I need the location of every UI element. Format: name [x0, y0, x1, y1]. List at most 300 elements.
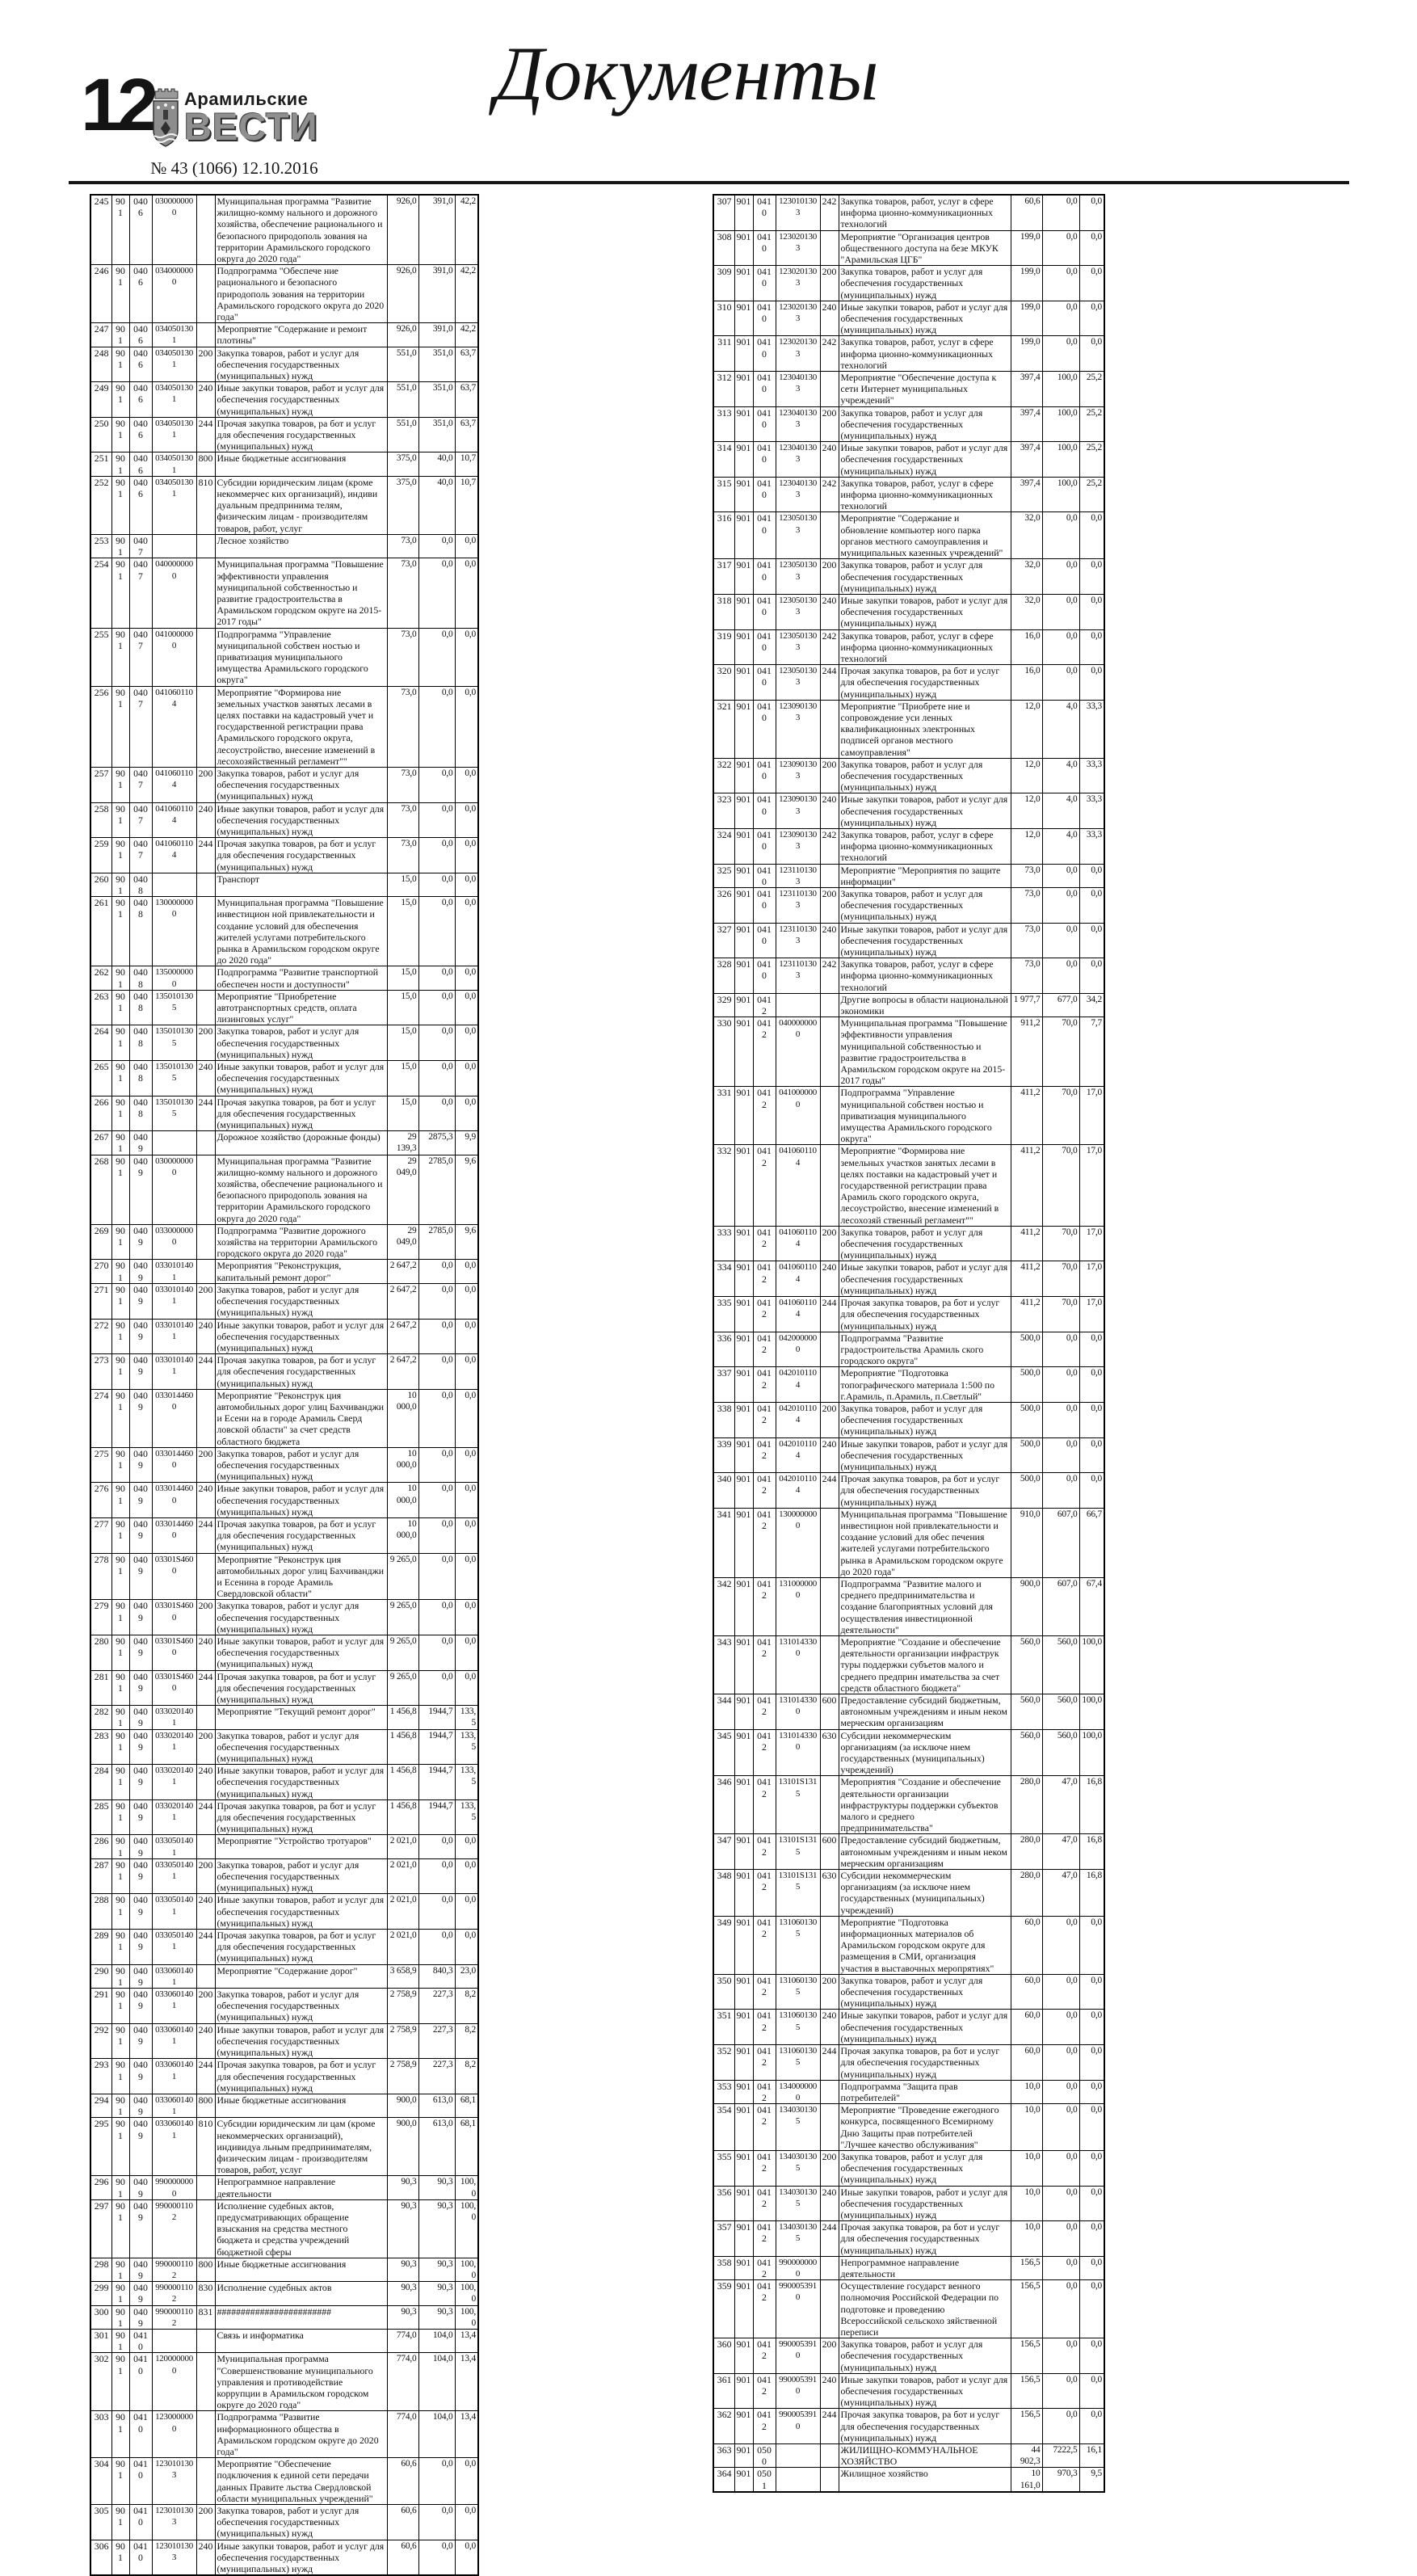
amount-executed: 0,0 — [418, 1930, 455, 1965]
table-row — [713, 1870, 1104, 1917]
grbs-code: 901 — [734, 1635, 753, 1694]
table-row — [713, 266, 1104, 301]
table-row — [90, 347, 478, 382]
expense-type-code: 244 — [196, 2059, 215, 2094]
row-number: 277 — [90, 1517, 111, 1553]
expense-name: Мероприятие "Обеспечение доступа к сети Интернет муниципальных учреждений" — [839, 372, 1011, 407]
percent-executed: 25,2 — [1079, 372, 1104, 407]
section-code: 0412 — [753, 1870, 776, 1917]
coat-of-arms-icon — [152, 87, 179, 153]
table-row — [90, 534, 478, 558]
expense-name: Мероприятие "Формирова ние земельных участков занятых лесами в целях поставки на кадастровый учет и государственной регистрации права Арамильского городского округа, лесоустройство, внесение изменений в лесохозяйственный регламент"" — [215, 686, 387, 767]
percent-executed: 133,5 — [455, 1765, 478, 1800]
amount-approved: 73,0 — [387, 558, 418, 628]
expense-type-code: 244 — [820, 665, 839, 701]
table-row — [90, 2258, 478, 2281]
target-article-code: 1231101303 — [776, 923, 820, 958]
expense-type-code: 810 — [196, 2118, 215, 2176]
table-row — [713, 2186, 1104, 2221]
grbs-code: 901 — [734, 2256, 753, 2279]
grbs-code: 901 — [111, 476, 129, 534]
expense-name: Закупка товаров, работ и услуг для обеспечения государственных (муниципальных) нужд — [839, 887, 1011, 923]
row-number: 326 — [713, 887, 734, 923]
expense-type-code: 200 — [820, 2150, 839, 2186]
expense-name: Мероприятие "Реконструк ция автомобильных дорог улиц Бахчиванджи и Есени на в городе Арамиль Сверд ловской области" за счет средств областного бюджета — [215, 1389, 387, 1447]
expense-type-code — [820, 1017, 839, 1087]
grbs-code: 901 — [111, 628, 129, 686]
percent-executed: 10,7 — [455, 476, 478, 534]
amount-approved: 2 021,0 — [387, 1894, 418, 1930]
expense-name: Иные закупки товаров, работ и услуг для обеспечения государственных (муниципальных) нужд — [215, 802, 387, 838]
percent-executed: 0,0 — [455, 802, 478, 838]
amount-executed: 40,0 — [418, 452, 455, 476]
amount-approved: 2 021,0 — [387, 1835, 418, 1858]
percent-executed: 0,0 — [455, 1635, 478, 1670]
amount-executed: 0,0 — [1042, 1974, 1079, 2010]
amount-approved: 15,0 — [387, 897, 418, 966]
expense-type-code — [820, 2080, 839, 2103]
percent-executed: 0,0 — [1079, 958, 1104, 994]
expense-type-code — [820, 864, 839, 887]
expense-name: Подпрограмма "Развитие транспортной обеспечен ности и доступности" — [215, 966, 387, 990]
percent-executed: 0,0 — [1079, 2338, 1104, 2374]
section-code: 0412 — [753, 2409, 776, 2444]
grbs-code: 901 — [734, 2186, 753, 2221]
section-code: 0410 — [753, 828, 776, 864]
amount-executed: 0,0 — [1042, 2186, 1079, 2221]
expense-name: Иные бюджетные ассигнования — [215, 452, 387, 476]
amount-approved: 156,5 — [1011, 2409, 1042, 2444]
amount-executed: 0,0 — [1042, 266, 1079, 301]
issue-info: № 43 (1066) 12.10.2016 — [150, 158, 318, 178]
amount-executed: 0,0 — [418, 1483, 455, 1518]
table-row — [90, 1131, 478, 1155]
row-number: 358 — [713, 2256, 734, 2279]
amount-executed: 0,0 — [1042, 864, 1079, 887]
expense-name: Прочая закупка товаров, ра бот и услуг для обеспечения государственных (муниципальных) нужд — [215, 1670, 387, 1706]
percent-executed: 25,2 — [1079, 442, 1104, 478]
expense-type-code — [820, 1367, 839, 1403]
newspaper-name-bottom: ВЕСТИ — [184, 105, 318, 148]
expense-type-code — [820, 2256, 839, 2279]
percent-executed: 68,1 — [455, 2094, 478, 2117]
table-row — [713, 2280, 1104, 2338]
expense-type-code: 200 — [196, 1600, 215, 1635]
amount-executed: 0,0 — [1042, 301, 1079, 336]
amount-approved: 10 000,0 — [387, 1447, 418, 1483]
amount-approved: 280,0 — [1011, 1834, 1042, 1870]
grbs-code: 901 — [111, 1224, 129, 1260]
target-article-code: 9900001102 — [152, 2305, 196, 2329]
section-code: 0410 — [753, 958, 776, 994]
amount-approved: 73,0 — [1011, 923, 1042, 958]
amount-approved: 10 000,0 — [387, 1483, 418, 1518]
target-article-code — [776, 2468, 820, 2492]
row-number: 345 — [713, 1729, 734, 1776]
expense-name: Иные закупки товаров, работ и услуг для обеспечения государственных (муниципальных) нужд — [215, 1894, 387, 1930]
expense-name: Иные закупки товаров, работ и услуг для обеспечения государственных (муниципальных) нужд — [839, 594, 1011, 629]
amount-executed: 0,0 — [418, 1260, 455, 1283]
row-number: 286 — [90, 1835, 111, 1858]
expense-type-code: 200 — [820, 266, 839, 301]
row-number: 362 — [713, 2409, 734, 2444]
target-article-code: 1230501303 — [776, 594, 820, 629]
expense-type-code: 240 — [196, 1765, 215, 1800]
target-article-code: 0410601104 — [776, 1145, 820, 1226]
percent-executed: 16,1 — [1079, 2444, 1104, 2468]
grbs-code: 901 — [734, 195, 753, 230]
amount-executed: 0,0 — [418, 686, 455, 767]
grbs-code: 901 — [111, 1483, 129, 1518]
row-number: 254 — [90, 558, 111, 628]
expense-name: ######################## — [215, 2305, 387, 2329]
section-code: 0412 — [753, 1473, 776, 1509]
table-row — [90, 686, 478, 767]
section-code: 0409 — [129, 1835, 152, 1858]
expense-name: Иные закупки товаров, работ и услуг для обеспечения государственных (муниципальных) нужд — [839, 442, 1011, 478]
amount-approved: 397,4 — [1011, 372, 1042, 407]
section-code: 0412 — [753, 1402, 776, 1437]
amount-executed: 0,0 — [418, 2458, 455, 2505]
expense-type-code — [196, 534, 215, 558]
amount-approved: 774,0 — [387, 2353, 418, 2411]
amount-approved: 9 265,0 — [387, 1600, 418, 1635]
target-article-code: 1230401303 — [776, 406, 820, 442]
amount-executed: 1944,7 — [418, 1765, 455, 1800]
amount-executed: 351,0 — [418, 347, 455, 382]
amount-approved: 156,5 — [1011, 2280, 1042, 2338]
amount-executed: 90,3 — [418, 2176, 455, 2199]
percent-executed: 0,0 — [455, 1025, 478, 1061]
target-article-code: 1230101303 — [152, 2458, 196, 2505]
newspaper-name-top: Арамильские — [184, 89, 309, 109]
percent-executed: 16,8 — [1079, 1834, 1104, 1870]
grbs-code: 901 — [111, 2540, 129, 2575]
expense-type-code: 800 — [196, 2094, 215, 2117]
expense-name: Иные закупки товаров, работ и услуг для обеспечения государственных (муниципальных) нужд — [839, 1437, 1011, 1473]
section-code: 0409 — [129, 2059, 152, 2094]
expense-type-code — [820, 993, 839, 1017]
grbs-code: 901 — [111, 2505, 129, 2540]
row-number: 352 — [713, 2045, 734, 2081]
grbs-code: 901 — [111, 347, 129, 382]
percent-executed: 33,3 — [1079, 758, 1104, 793]
row-number: 328 — [713, 958, 734, 994]
target-article-code — [152, 1131, 196, 1155]
table-row — [90, 838, 478, 873]
grbs-code: 901 — [734, 2150, 753, 2186]
expense-name: Закупка товаров, работ, услуг в сфере информа ционно-коммуникационных технологий — [839, 828, 1011, 864]
expense-type-code — [820, 512, 839, 559]
target-article-code: 1231101303 — [776, 958, 820, 994]
amount-executed: 0,0 — [1042, 958, 1079, 994]
expense-name: Закупка товаров, работ и услуг для обеспечения государственных (муниципальных) нужд — [215, 1729, 387, 1765]
expense-type-code — [820, 2280, 839, 2338]
amount-executed: 90,3 — [418, 2199, 455, 2258]
amount-executed: 227,3 — [418, 2023, 455, 2059]
target-article-code: 1231101303 — [776, 864, 820, 887]
percent-executed: 100,0 — [455, 2199, 478, 2258]
expense-name: Муниципальная программа "Развитие жилищно-комму нального и дорожного хозяйства, обеспечение рационального и безопасного природополь зования на территории Арамильского городского округа до 2020 года" — [215, 1155, 387, 1224]
section-code: 0410 — [753, 266, 776, 301]
row-number: 263 — [90, 990, 111, 1025]
grbs-code: 901 — [734, 1017, 753, 1087]
expense-type-code — [196, 1706, 215, 1729]
grbs-code: 901 — [111, 417, 129, 452]
expense-type-code: 600 — [820, 1834, 839, 1870]
amount-executed: 0,0 — [1042, 594, 1079, 629]
amount-approved: 9 265,0 — [387, 1670, 418, 1706]
grbs-code: 901 — [111, 195, 129, 265]
grbs-code: 901 — [111, 265, 129, 323]
amount-executed: 0,0 — [1042, 336, 1079, 372]
amount-approved: 1 456,8 — [387, 1765, 418, 1800]
table-row — [713, 665, 1104, 701]
expense-name: Закупка товаров, работ, услуг в сфере информа ционно-коммуникационных технологий — [839, 195, 1011, 230]
table-row — [713, 1916, 1104, 1974]
percent-executed: 17,0 — [1079, 1145, 1104, 1226]
grbs-code: 901 — [111, 1835, 129, 1858]
table-row — [90, 1483, 478, 1518]
row-number: 260 — [90, 873, 111, 896]
table-row — [713, 1577, 1104, 1635]
expense-type-code — [820, 230, 839, 266]
table-row — [90, 1670, 478, 1706]
section-code: 0409 — [129, 1765, 152, 1800]
expense-type-code — [820, 372, 839, 407]
amount-approved: 397,4 — [1011, 406, 1042, 442]
amount-approved: 926,0 — [387, 265, 418, 323]
amount-approved: 411,2 — [1011, 1145, 1042, 1226]
table-row — [713, 1508, 1104, 1577]
grbs-code: 901 — [111, 452, 129, 476]
row-number: 307 — [713, 195, 734, 230]
expense-type-code: 240 — [820, 2186, 839, 2221]
percent-executed: 0,0 — [455, 1389, 478, 1447]
amount-executed: 0,0 — [418, 1835, 455, 1858]
row-number: 310 — [713, 301, 734, 336]
expense-type-code: 200 — [196, 1858, 215, 1894]
amount-executed: 2875,3 — [418, 1131, 455, 1155]
amount-executed: 0,0 — [418, 802, 455, 838]
section-code: 0412 — [753, 1577, 776, 1635]
percent-executed: 0,0 — [1079, 2409, 1104, 2444]
row-number: 299 — [90, 2282, 111, 2305]
grbs-code: 901 — [734, 864, 753, 887]
table-row — [713, 442, 1104, 478]
percent-executed: 33,3 — [1079, 700, 1104, 758]
percent-executed: 0,0 — [1079, 1974, 1104, 2010]
section-code: 0407 — [129, 802, 152, 838]
row-number: 350 — [713, 1974, 734, 2010]
grbs-code: 901 — [111, 323, 129, 347]
expense-type-code — [820, 1332, 839, 1367]
expense-name: Прочая закупка товаров, ра бот и услуг для обеспечения государственных (муниципальных) нужд — [839, 2221, 1011, 2257]
row-number: 322 — [713, 758, 734, 793]
expense-type-code: 200 — [820, 1974, 839, 2010]
target-article-code: 0410000000 — [776, 1087, 820, 1145]
percent-executed: 0,0 — [455, 2458, 478, 2505]
amount-approved: 2 647,2 — [387, 1319, 418, 1354]
expense-type-code — [196, 1553, 215, 1600]
grbs-code: 901 — [734, 406, 753, 442]
table-row — [713, 512, 1104, 559]
amount-executed: 613,0 — [418, 2118, 455, 2176]
expense-type-code: 242 — [820, 958, 839, 994]
grbs-code: 901 — [111, 1447, 129, 1483]
target-article-code: 1230401303 — [776, 442, 820, 478]
amount-approved: 926,0 — [387, 195, 418, 265]
target-article-code: 1230201303 — [776, 301, 820, 336]
target-article-code: 0420101104 — [776, 1367, 820, 1403]
target-article-code: 1230501303 — [776, 665, 820, 701]
section-code: 0408 — [129, 1096, 152, 1131]
table-row — [713, 406, 1104, 442]
amount-executed: 100,0 — [1042, 477, 1079, 512]
table-row — [90, 1799, 478, 1835]
percent-executed: 0,0 — [455, 1096, 478, 1131]
grbs-code: 901 — [111, 966, 129, 990]
grbs-code: 901 — [111, 1389, 129, 1447]
section-code: 0412 — [753, 2280, 776, 2338]
target-article-code: 0410601104 — [152, 838, 196, 873]
target-article-code — [152, 2329, 196, 2352]
expense-type-code: 830 — [196, 2282, 215, 2305]
row-number: 264 — [90, 1025, 111, 1061]
expense-name: Субсидии некоммерческим организациям (за исключе нием государственных (муниципальных) учреждений) — [839, 1729, 1011, 1776]
amount-approved: 551,0 — [387, 382, 418, 418]
row-number: 341 — [713, 1508, 734, 1577]
row-number: 354 — [713, 2104, 734, 2151]
amount-approved: 1 977,7 — [1011, 993, 1042, 1017]
amount-approved: 500,0 — [1011, 1367, 1042, 1403]
percent-executed: 0,0 — [455, 1930, 478, 1965]
percent-executed: 0,0 — [1079, 2150, 1104, 2186]
section-code: 0412 — [753, 1508, 776, 1577]
expense-type-code — [196, 1835, 215, 1858]
grbs-code: 901 — [111, 1799, 129, 1835]
row-number: 332 — [713, 1145, 734, 1226]
row-number: 346 — [713, 1776, 734, 1834]
amount-approved: 60,0 — [1011, 1916, 1042, 1974]
target-article-code: 1300000000 — [776, 1508, 820, 1577]
expense-type-code — [196, 323, 215, 347]
grbs-code: 901 — [734, 2221, 753, 2257]
expense-type-code: 244 — [196, 1930, 215, 1965]
percent-executed: 0,0 — [455, 966, 478, 990]
section-code: 0409 — [129, 1517, 152, 1553]
percent-executed: 0,0 — [455, 1835, 478, 1858]
row-number: 304 — [90, 2458, 111, 2505]
percent-executed: 42,2 — [455, 265, 478, 323]
table-row — [713, 758, 1104, 793]
section-title: Документы — [494, 31, 879, 116]
grbs-code: 901 — [734, 230, 753, 266]
table-row — [713, 2080, 1104, 2103]
percent-executed: 17,0 — [1079, 1087, 1104, 1145]
amount-executed: 7222,5 — [1042, 2444, 1079, 2468]
percent-executed: 0,0 — [1079, 266, 1104, 301]
row-number: 291 — [90, 1989, 111, 2024]
amount-approved: 29 049,0 — [387, 1155, 418, 1224]
row-number: 323 — [713, 793, 734, 829]
amount-executed: 0,0 — [418, 1517, 455, 1553]
target-article-code: 13101S1315 — [776, 1834, 820, 1870]
grbs-code: 901 — [734, 887, 753, 923]
section-code: 0412 — [753, 1694, 776, 1730]
amount-executed: 70,0 — [1042, 1145, 1079, 1226]
expense-type-code: 200 — [196, 1283, 215, 1319]
amount-executed: 104,0 — [418, 2329, 455, 2352]
row-number: 270 — [90, 1260, 111, 1283]
amount-executed: 0,0 — [1042, 2409, 1079, 2444]
table-row — [713, 793, 1104, 829]
grbs-code: 901 — [734, 793, 753, 829]
expense-type-code: 244 — [820, 2221, 839, 2257]
grbs-code: 901 — [111, 1061, 129, 1096]
target-article-code: 0420000000 — [776, 1332, 820, 1367]
amount-approved: 73,0 — [387, 838, 418, 873]
amount-executed: 0,0 — [1042, 230, 1079, 266]
target-article-code: 0330201401 — [152, 1765, 196, 1800]
percent-executed: 0,0 — [1079, 864, 1104, 887]
table-row — [713, 2409, 1104, 2444]
section-code: 0412 — [753, 1261, 776, 1297]
grbs-code: 901 — [111, 897, 129, 966]
row-number: 289 — [90, 1930, 111, 1965]
expense-name: Прочая закупка товаров, ра бот и услуг для обеспечения государственных (муниципальных) нужд — [839, 1297, 1011, 1332]
amount-approved: 44 902,3 — [1011, 2444, 1042, 2468]
amount-approved: 411,2 — [1011, 1297, 1042, 1332]
target-article-code: 0340501301 — [152, 476, 196, 534]
grbs-code: 901 — [111, 2176, 129, 2199]
amount-approved: 10,0 — [1011, 2186, 1042, 2221]
section-code: 0406 — [129, 195, 152, 265]
expense-type-code: 800 — [196, 2258, 215, 2281]
expense-name: Субсидии юридическим ли цам (кроме некоммерческих организаций), индивидуа льным предпринимателям, физическим лицам - производителям товаров, работ, услуг — [215, 2118, 387, 2176]
expense-name: Мероприятие "Устройство тротуаров" — [215, 1835, 387, 1858]
target-article-code: 0300000000 — [152, 195, 196, 265]
percent-executed: 13,4 — [455, 2329, 478, 2352]
expense-name: Закупка товаров, работ и услуг для обеспечения государственных (муниципальных) нужд — [839, 559, 1011, 595]
target-article-code: 1340301305 — [776, 2221, 820, 2257]
amount-executed: 47,0 — [1042, 1870, 1079, 1917]
percent-executed: 63,7 — [455, 347, 478, 382]
row-number: 321 — [713, 700, 734, 758]
section-code: 0409 — [129, 2199, 152, 2258]
expense-name: Прочая закупка товаров, ра бот и услуг для обеспечения государственных (муниципальных) нужд — [215, 1930, 387, 1965]
section-code: 0409 — [129, 1989, 152, 2024]
table-row — [713, 700, 1104, 758]
table-row — [90, 2505, 478, 2540]
percent-executed: 0,0 — [455, 1447, 478, 1483]
amount-executed: 0,0 — [418, 767, 455, 802]
expense-type-code: 200 — [196, 767, 215, 802]
expense-type-code: 240 — [196, 1894, 215, 1930]
amount-executed: 0,0 — [418, 2540, 455, 2575]
percent-executed: 0,0 — [1079, 2080, 1104, 2103]
table-row — [713, 2256, 1104, 2279]
amount-executed: 0,0 — [1042, 2080, 1079, 2103]
section-code: 0410 — [753, 594, 776, 629]
amount-approved: 900,0 — [1011, 1577, 1042, 1635]
amount-executed: 1944,7 — [418, 1706, 455, 1729]
expense-type-code — [196, 2353, 215, 2411]
percent-executed: 8,2 — [455, 2059, 478, 2094]
page-number: 12 — [81, 64, 154, 146]
table-row — [713, 993, 1104, 1017]
row-number: 353 — [713, 2080, 734, 2103]
